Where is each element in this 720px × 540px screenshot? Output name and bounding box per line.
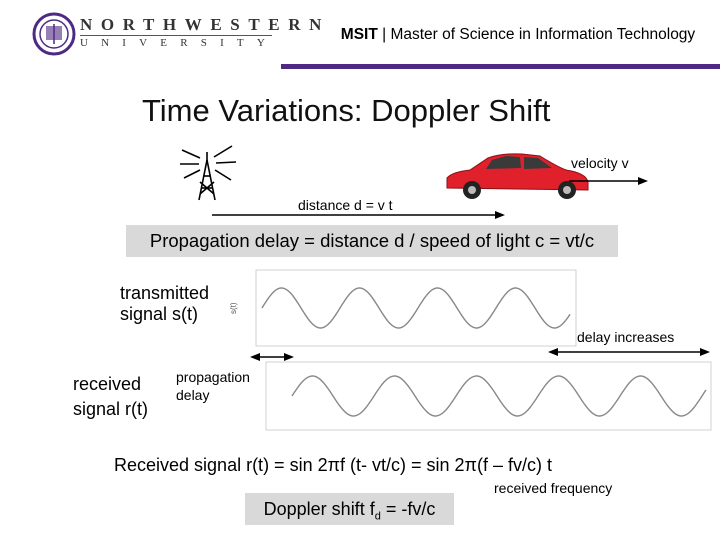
doppler-suffix: = -fv/c <box>380 499 436 519</box>
propagation-delay-formula: Propagation delay = distance d / speed of light c = vt/c <box>126 225 618 257</box>
program-name: Master of Science in Information Technology <box>390 26 696 43</box>
propagation-delay-arrow <box>250 353 294 361</box>
received-signal-formula: Received signal r(t) = sin 2πf (t- vt/c) = sin 2π(f – fv/c) t <box>114 455 552 475</box>
program-abbrev: MSIT <box>340 26 378 43</box>
university-divider <box>80 35 272 36</box>
northwestern-seal-icon <box>34 14 74 54</box>
transmitted-label-line2: signal s(t) <box>120 304 199 324</box>
doppler-subscript: d <box>374 510 381 523</box>
received-label-line2: signal r(t) <box>73 399 149 419</box>
propagation-delay-line1: propagation <box>176 369 250 385</box>
transmitted-label <box>120 283 209 325</box>
doppler-prefix: Doppler shift f <box>263 499 375 519</box>
program-separator: | <box>377 26 391 43</box>
received-frequency-label: received frequency <box>494 480 613 496</box>
university-word: UNIVERSITY <box>80 37 278 49</box>
received-label <box>73 372 148 422</box>
delay-increase-arrow <box>548 348 710 356</box>
slide-title: Time Variations: Doppler Shift <box>142 93 551 128</box>
propagation-delay-label <box>176 368 250 404</box>
transmitted-label-line1: transmitted <box>120 283 210 303</box>
radio-tower-icon <box>180 146 236 200</box>
car-icon <box>447 154 588 199</box>
svg-text:s(t): s(t) <box>229 302 238 314</box>
received-signal-plot <box>266 362 711 430</box>
university-name: NORTHWESTERN <box>80 15 330 34</box>
transmitted-signal-plot <box>229 270 576 346</box>
delay-increases-label: delay increases <box>577 329 675 345</box>
received-label-line1: received <box>73 374 142 394</box>
program-header <box>340 24 696 45</box>
velocity-label: velocity v <box>571 155 629 171</box>
propagation-delay-line2: delay <box>176 387 210 403</box>
header-rule <box>281 64 720 69</box>
doppler-shift-formula <box>245 493 454 525</box>
distance-label: distance d = v t <box>298 197 393 213</box>
